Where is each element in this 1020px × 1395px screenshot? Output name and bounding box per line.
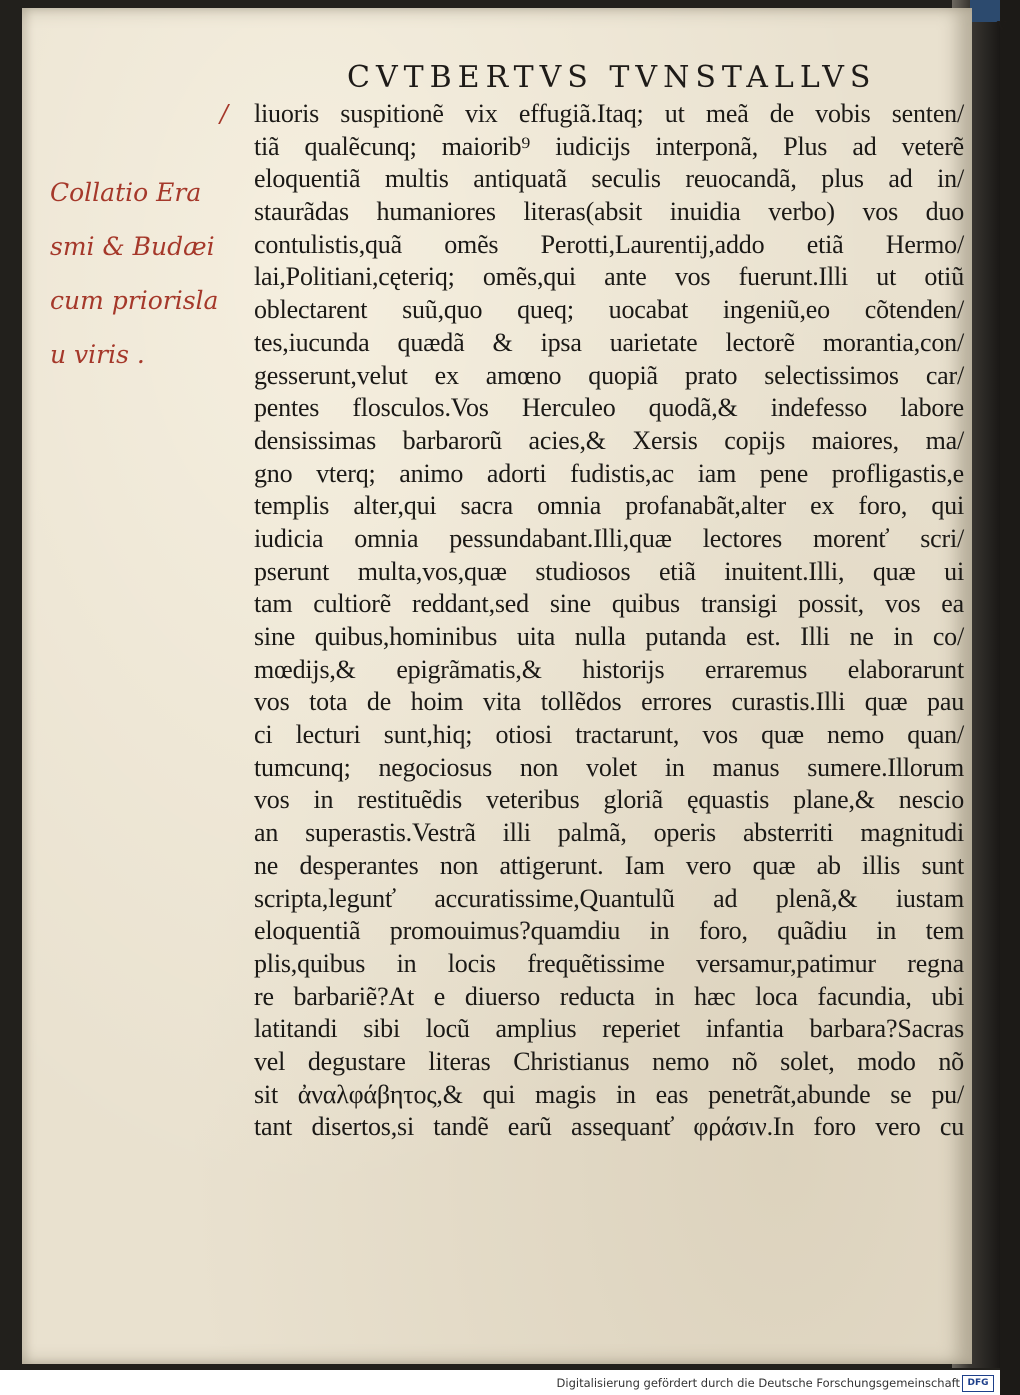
page-mark: v — [996, 14, 1008, 35]
footer-bar — [0, 1370, 1000, 1395]
text-line: an superastis.Vestrã illi palmã, operis absterriti magnitudi — [254, 818, 964, 848]
text-line: vos in restituẽdis veteribus gloriã ęquastis plane,& nescio — [254, 785, 964, 815]
annotation-line: smi & Budæi — [50, 232, 215, 261]
dfg-logo: DFG — [962, 1375, 994, 1392]
text-line: plis,quibus in locis frequẽtissime versamur,patimur regna — [254, 948, 964, 978]
text-line: mœdijs,& epigrãmatis,& historijs erraremus elaborarunt — [254, 654, 964, 684]
text-line: latitandi sibi locũ amplius reperiet infantia barbara?Sacras — [254, 1014, 964, 1044]
text-line: sit ἀναλφάβητος,& qui magis in eas penetrãt,abunde se pu/ — [254, 1079, 964, 1109]
margin-annotations — [50, 166, 240, 382]
text-line: tes,iucunda quædã & ipsa uarietate lectorẽ morantia,con/ — [254, 327, 964, 357]
annotation-line: u viris . — [50, 340, 145, 369]
running-title: CVTBERTVS TVNSTALLVS — [347, 60, 877, 95]
text-line: liuoris suspitionẽ vix effugiã.Itaq; ut meã de vobis senten/ — [254, 99, 964, 128]
text-line: eloquentiã promouimus?quamdiu in foro, quãdiu in tem — [254, 916, 964, 946]
text-line: iudicia omnia pessundabant.Illi,quæ lectores morenť scri/ — [254, 523, 964, 553]
text-line: re barbariẽ?At e diuerso reducta in hæc loca facundia, ubi — [254, 981, 964, 1011]
text-line: tant disertos,si tandẽ earũ assequanť φράσιν.In foro vero cu — [254, 1112, 964, 1142]
text-line: pentes flosculos.Vos Herculeo quodã,& indefesso labore — [254, 393, 964, 423]
book-page — [22, 8, 1008, 1364]
text-line: scripta,legunť accuratissime,Quantulũ ad plenã,& iustam — [254, 883, 964, 913]
body-text — [254, 98, 964, 1144]
text-line: densissimas barbarorũ acies,& Xersis copijs maiores, ma/ — [254, 425, 964, 455]
text-line: gno vterq; animo adorti fudistis,ac iam pene profligastis,e — [254, 458, 964, 488]
funding-credit: Digitalisierung gefördert durch die Deutsche Forschungsgemeinschaft — [556, 1376, 960, 1390]
text-line: pserunt multa,vos,quæ studiosos etiã inuitent.Illi, quæ ui — [254, 556, 964, 586]
text-line: staurãdas humaniores literas(absit inuidia verbo) vos duo — [254, 197, 964, 227]
text-line: contulistis,quã omẽs Perotti,Laurentij,addo etiã Hermo/ — [254, 229, 964, 259]
text-line: oblectarent suũ,quo queq; uocabat ingeniũ,eo cõtenden/ — [254, 295, 964, 325]
text-line: tumcunq; negociosus non volet in manus sumere.Illorum — [254, 752, 964, 782]
text-line: tiã qualẽcunq; maiorib⁹ iudicijs interponã, Plus ad veterẽ — [254, 131, 964, 161]
annotation-line: cum priorisla — [50, 286, 219, 315]
text-line: ne desperantes non attigerunt. Iam vero quæ ab illis sunt — [254, 850, 964, 880]
text-line: ci lecturi sunt,hiq; otiosi tractarunt, vos quæ nemo quan/ — [254, 720, 964, 750]
text-line: templis alter,qui sacra omnia profanabãt,alter ex foro, qui — [254, 491, 964, 521]
text-line: lai,Politiani,cęteriq; omẽs,qui ante vos fuerunt.Illi ut otiũ — [254, 262, 964, 292]
text-line: vel degustare literas Christianus nemo nõ solet, modo nõ — [254, 1046, 964, 1076]
text-line: tam cultiorẽ reddant,sed sine quibus transigi possit, vos ea — [254, 589, 964, 619]
text-line: eloquentiã multis antiquatã seculis reuocandã, plus ad in/ — [254, 164, 964, 194]
margin-mark: / — [220, 100, 229, 128]
text-line: vos tota de hoim vita tollẽdos errores curastis.Illi quæ pau — [254, 687, 964, 717]
annotation-line: Collatio Era — [50, 178, 202, 207]
text-line: gesserunt,velut ex amœno quopiã prato selectissimos car/ — [254, 360, 964, 390]
text-line: sine quibus,hominibus uita nulla putanda est. Illi ne in co/ — [254, 622, 964, 651]
